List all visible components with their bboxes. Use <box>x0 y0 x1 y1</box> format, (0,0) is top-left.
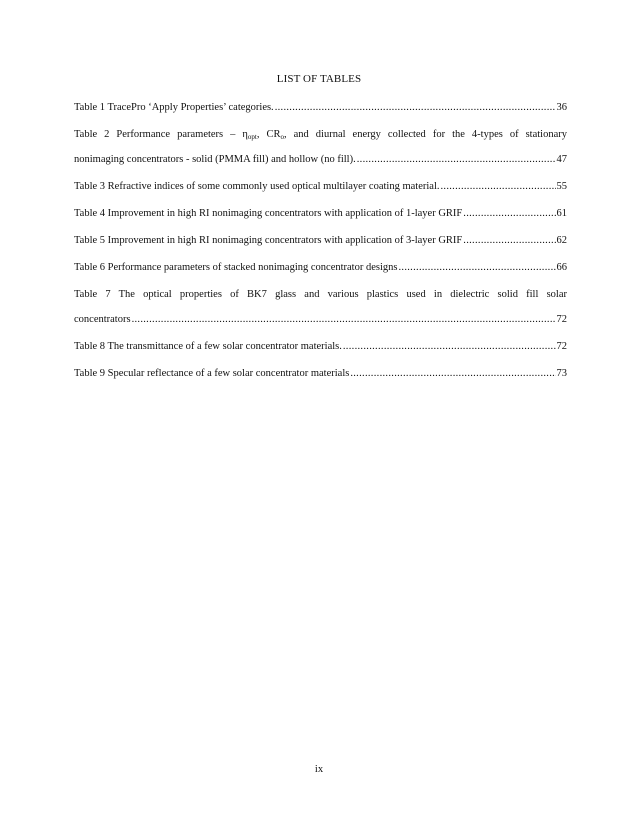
entry-page-number: 72 <box>556 341 567 352</box>
toc-entry-table-6[interactable] <box>74 261 567 275</box>
dot-leader <box>357 153 556 167</box>
dot-leader <box>275 101 556 115</box>
entry-title: Table 8 The transmittance of a few solar concentrator materials. <box>74 341 342 352</box>
subscript-o: o <box>280 133 284 141</box>
dot-leader <box>343 340 556 354</box>
toc-entry-table-4[interactable] <box>74 207 567 221</box>
toc-entry-table-8[interactable] <box>74 340 567 354</box>
entry-title-line-2: nonimaging concentrators - solid (PMMA fill) and hollow (no fill). <box>74 154 356 165</box>
entry-title: Table 1 TracePro ‘Apply Properties’ categories. <box>74 102 274 113</box>
entry-page-number: 73 <box>556 368 567 379</box>
toc-entry-table-1[interactable] <box>74 101 567 115</box>
entry-title-line-1: Table 2 Performance parameters – $\eta_{opt}$, $CR_o$, and diurnal energy collected for the 4-types of stationary <box>74 129 567 141</box>
entry-title: Table 4 Improvement in high RI nonimaging concentrators with application of 1-layer GRIF <box>74 208 463 219</box>
entry-page-number: 62 <box>556 235 567 246</box>
entry-title: Table 9 Specular reflectance of a few solar concentrator materials <box>74 368 350 379</box>
page-footer-number: ix <box>314 764 324 775</box>
entry-page-number: 61 <box>556 208 567 219</box>
dot-leader <box>463 207 555 221</box>
toc-entry-table-7[interactable] <box>74 288 567 327</box>
entry-title: Table 6 Performance parameters of stacked nonimaging concentrator designs <box>74 262 398 273</box>
entry-page-number: 66 <box>556 262 567 273</box>
toc-entry-table-3[interactable] <box>74 180 567 194</box>
entry-page-number: 36 <box>556 102 567 113</box>
dot-leader <box>398 261 555 275</box>
toc-entry-table-9[interactable] <box>74 367 567 381</box>
entry-page-number: 72 <box>556 314 567 325</box>
table-of-tables <box>74 101 567 394</box>
entry-title-line-2: concentrators <box>74 314 131 325</box>
entry-title-line-1: Table 7 The optical properties of BK7 glass and various plastics used in dielectric solid fill solar <box>74 289 567 300</box>
entry-title: Table 3 Refractive indices of some commonly used optical multilayer coating material. <box>74 181 440 192</box>
entry-page-number: 55 <box>556 181 567 192</box>
entry-title: Table 5 Improvement in high RI nonimaging concentrators with application of 3-layer GRIF <box>74 235 463 246</box>
toc-entry-table-5[interactable] <box>74 234 567 248</box>
entry-page-number: 47 <box>556 154 567 165</box>
dot-leader <box>440 180 555 194</box>
toc-entry-table-2[interactable] <box>74 128 567 167</box>
page-heading: LIST OF TABLES <box>276 73 362 85</box>
subscript-opt: opt <box>247 133 257 141</box>
dot-leader <box>463 234 555 248</box>
dot-leader <box>350 367 555 381</box>
dot-leader <box>132 313 556 327</box>
